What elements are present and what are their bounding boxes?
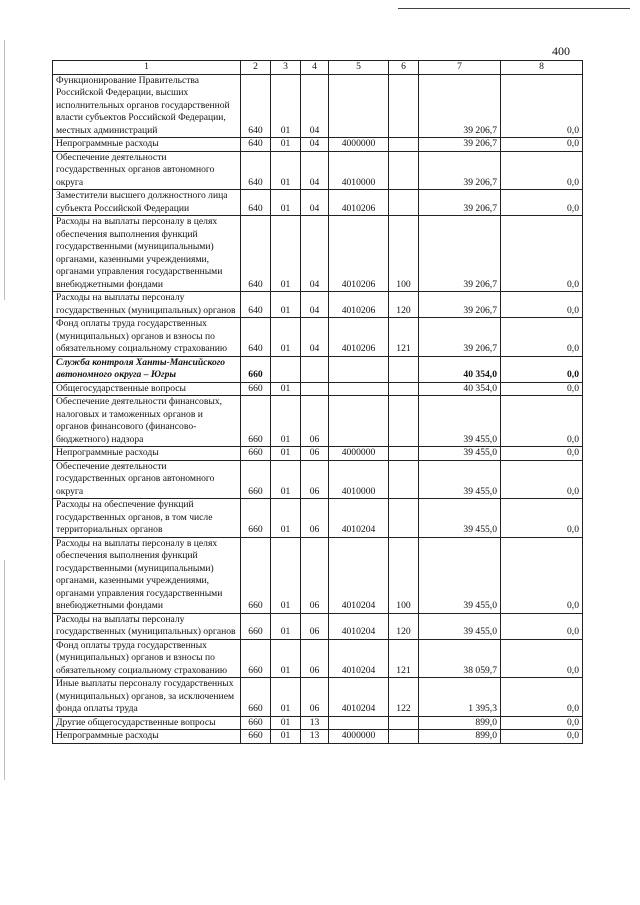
amount-extra: 0,0	[501, 537, 583, 613]
section-code: 01	[271, 730, 301, 744]
amount-extra: 0,0	[501, 318, 583, 357]
row-name: Общегосударственные вопросы	[53, 382, 241, 396]
subsection-code: 06	[301, 537, 329, 613]
admin-code: 640	[241, 151, 271, 190]
section-code: 01	[271, 138, 301, 152]
amount: 1 395,3	[419, 678, 501, 717]
row-name: Фонд оплаты труда государственных (муниципальных) органов и взносы по обязательному социальному страхованию	[53, 639, 241, 678]
row-name: Служба контроля Ханты-Мансийского автономного округа – Югры	[53, 356, 241, 382]
page-number: 400	[552, 44, 570, 58]
amount-extra: 0,0	[501, 190, 583, 216]
expense-type-code: 100	[389, 216, 419, 292]
row-name: Фонд оплаты труда государственных (муниципальных) органов и взносы по обязательному социальному страхованию	[53, 318, 241, 357]
subsection-code: 04	[301, 216, 329, 292]
amount-extra: 0,0	[501, 74, 583, 138]
row-name: Непрограммные расходы	[53, 447, 241, 461]
expense-type-code: 120	[389, 613, 419, 639]
table-row	[53, 318, 583, 357]
expense-type-code	[389, 499, 419, 538]
row-name: Непрограммные расходы	[53, 730, 241, 744]
row-name: Иные выплаты персоналу государственных (муниципальных) органов, за исключением фонда оплаты труда	[53, 678, 241, 717]
target-item-code: 4010204	[329, 537, 389, 613]
amount-extra: 0,0	[501, 678, 583, 717]
amount-extra: 0,0	[501, 151, 583, 190]
amount: 39 206,7	[419, 138, 501, 152]
section-code: 01	[271, 216, 301, 292]
target-item-code	[329, 716, 389, 730]
target-item-code: 4000000	[329, 447, 389, 461]
amount: 39 455,0	[419, 613, 501, 639]
column-number: 1	[53, 61, 241, 75]
section-code: 01	[271, 537, 301, 613]
scan-edge-mark	[4, 560, 5, 780]
expense-type-code: 120	[389, 292, 419, 318]
admin-code: 640	[241, 318, 271, 357]
section-code: 01	[271, 460, 301, 499]
row-name: Расходы на выплаты персоналу в целях обеспечения выполнения функций государственными (муниципальными) органами, казенными учреждениями, органами управления государственными внебюджетными фондами	[53, 537, 241, 613]
subsection-code: 06	[301, 396, 329, 447]
section-code: 01	[271, 396, 301, 447]
expense-type-code	[389, 74, 419, 138]
subsection-code: 06	[301, 460, 329, 499]
section-code: 01	[271, 151, 301, 190]
table-row	[53, 74, 583, 138]
subsection-code: 04	[301, 151, 329, 190]
amount-extra: 0,0	[501, 460, 583, 499]
expense-type-code: 100	[389, 537, 419, 613]
table-row	[53, 396, 583, 447]
expense-type-code	[389, 356, 419, 382]
target-item-code	[329, 382, 389, 396]
column-number: 3	[271, 61, 301, 75]
target-item-code: 4010206	[329, 318, 389, 357]
row-name: Расходы на выплаты персоналу государственных (муниципальных) органов	[53, 613, 241, 639]
admin-code: 660	[241, 613, 271, 639]
table-row	[53, 382, 583, 396]
admin-code: 660	[241, 537, 271, 613]
table-row	[53, 356, 583, 382]
amount-extra: 0,0	[501, 499, 583, 538]
amount: 39 206,7	[419, 216, 501, 292]
table-row	[53, 216, 583, 292]
subsection-code: 13	[301, 730, 329, 744]
amount: 39 206,7	[419, 151, 501, 190]
admin-code: 660	[241, 730, 271, 744]
subsection-code: 13	[301, 716, 329, 730]
table-row	[53, 151, 583, 190]
row-name: Функционирование Правительства Российской Федерации, высших исполнительных органов государственной власти субъектов Российской Федерации, местных администраций	[53, 74, 241, 138]
admin-code: 640	[241, 138, 271, 152]
scan-edge-mark	[4, 40, 5, 300]
column-number: 6	[389, 61, 419, 75]
column-number-row	[53, 61, 583, 75]
table-row	[53, 499, 583, 538]
row-name: Расходы на выплаты персоналу государственных (муниципальных) органов	[53, 292, 241, 318]
target-item-code: 4010206	[329, 190, 389, 216]
amount: 899,0	[419, 730, 501, 744]
table-row	[53, 716, 583, 730]
amount: 39 206,7	[419, 74, 501, 138]
table-row	[53, 138, 583, 152]
amount: 39 206,7	[419, 318, 501, 357]
amount: 39 455,0	[419, 499, 501, 538]
subsection-code	[301, 382, 329, 396]
subsection-code: 04	[301, 74, 329, 138]
amount-extra: 0,0	[501, 138, 583, 152]
subsection-code: 06	[301, 613, 329, 639]
expense-type-code	[389, 396, 419, 447]
admin-code: 660	[241, 716, 271, 730]
table-row	[53, 190, 583, 216]
table-row	[53, 730, 583, 744]
section-code: 01	[271, 318, 301, 357]
amount-extra: 0,0	[501, 447, 583, 461]
table-row	[53, 639, 583, 678]
subsection-code: 06	[301, 499, 329, 538]
subsection-code: 06	[301, 447, 329, 461]
amount: 39 206,7	[419, 190, 501, 216]
target-item-code: 4010204	[329, 499, 389, 538]
section-code: 01	[271, 190, 301, 216]
expense-type-code: 122	[389, 678, 419, 717]
admin-code: 640	[241, 74, 271, 138]
amount-extra: 0,0	[501, 613, 583, 639]
subsection-code: 06	[301, 678, 329, 717]
expense-type-code	[389, 716, 419, 730]
target-item-code: 4010204	[329, 613, 389, 639]
section-code	[271, 356, 301, 382]
column-number: 2	[241, 61, 271, 75]
section-code: 01	[271, 292, 301, 318]
section-code: 01	[271, 499, 301, 538]
row-name: Расходы на обеспечение функций государственных органов, в том числе территориальных органов	[53, 499, 241, 538]
admin-code: 640	[241, 190, 271, 216]
table-row	[53, 678, 583, 717]
target-item-code: 4010000	[329, 151, 389, 190]
budget-table	[52, 60, 583, 744]
column-number: 7	[419, 61, 501, 75]
target-item-code: 4010206	[329, 292, 389, 318]
subsection-code: 04	[301, 318, 329, 357]
amount-extra: 0,0	[501, 716, 583, 730]
amount: 38 059,7	[419, 639, 501, 678]
amount-extra: 0,0	[501, 216, 583, 292]
row-name: Заместители высшего должностного лица субъекта Российской Федерации	[53, 190, 241, 216]
row-name: Обеспечение деятельности государственных органов автономного округа	[53, 460, 241, 499]
amount: 39 455,0	[419, 447, 501, 461]
amount-extra: 0,0	[501, 356, 583, 382]
admin-code: 660	[241, 639, 271, 678]
section-code: 01	[271, 74, 301, 138]
section-code: 01	[271, 382, 301, 396]
admin-code: 660	[241, 678, 271, 717]
section-code: 01	[271, 639, 301, 678]
target-item-code	[329, 396, 389, 447]
target-item-code: 4010204	[329, 678, 389, 717]
amount-extra: 0,0	[501, 292, 583, 318]
subsection-code: 04	[301, 292, 329, 318]
expense-type-code	[389, 190, 419, 216]
target-item-code: 4000000	[329, 138, 389, 152]
expense-type-code	[389, 138, 419, 152]
table-row	[53, 460, 583, 499]
top-rule	[398, 8, 630, 9]
target-item-code: 4010000	[329, 460, 389, 499]
amount: 899,0	[419, 716, 501, 730]
table-row	[53, 613, 583, 639]
expense-type-code	[389, 730, 419, 744]
admin-code: 660	[241, 460, 271, 499]
column-number: 4	[301, 61, 329, 75]
admin-code: 660	[241, 447, 271, 461]
row-name: Обеспечение деятельности государственных органов автономного округа	[53, 151, 241, 190]
amount-extra: 0,0	[501, 639, 583, 678]
section-code: 01	[271, 678, 301, 717]
section-code: 01	[271, 613, 301, 639]
row-name: Расходы на выплаты персоналу в целях обеспечения выполнения функций государственными (муниципальными) органами, казенными учреждениями, органами управления государственными внебюджетными фондами	[53, 216, 241, 292]
admin-code: 660	[241, 356, 271, 382]
target-item-code	[329, 74, 389, 138]
expense-type-code: 121	[389, 318, 419, 357]
target-item-code: 4010204	[329, 639, 389, 678]
amount: 39 455,0	[419, 396, 501, 447]
admin-code: 660	[241, 499, 271, 538]
amount-extra: 0,0	[501, 396, 583, 447]
subsection-code: 06	[301, 639, 329, 678]
amount: 39 455,0	[419, 537, 501, 613]
expense-type-code	[389, 382, 419, 396]
admin-code: 660	[241, 382, 271, 396]
target-item-code: 4010206	[329, 216, 389, 292]
section-code: 01	[271, 447, 301, 461]
section-code: 01	[271, 716, 301, 730]
table-row	[53, 537, 583, 613]
amount: 40 354,0	[419, 382, 501, 396]
admin-code: 640	[241, 292, 271, 318]
expense-type-code	[389, 460, 419, 499]
amount: 39 206,7	[419, 292, 501, 318]
admin-code: 660	[241, 396, 271, 447]
row-name: Обеспечение деятельности финансовых, налоговых и таможенных органов и органов финансового (финансово-бюджетного) надзора	[53, 396, 241, 447]
expense-type-code	[389, 447, 419, 461]
row-name: Другие общегосударственные вопросы	[53, 716, 241, 730]
table-row	[53, 447, 583, 461]
subsection-code	[301, 356, 329, 382]
admin-code: 640	[241, 216, 271, 292]
table-row	[53, 292, 583, 318]
amount: 39 455,0	[419, 460, 501, 499]
expense-type-code: 121	[389, 639, 419, 678]
subsection-code: 04	[301, 190, 329, 216]
column-number: 5	[329, 61, 389, 75]
expense-type-code	[389, 151, 419, 190]
amount-extra: 0,0	[501, 730, 583, 744]
target-item-code: 4000000	[329, 730, 389, 744]
subsection-code: 04	[301, 138, 329, 152]
column-number: 8	[501, 61, 583, 75]
target-item-code	[329, 356, 389, 382]
amount-extra: 0,0	[501, 382, 583, 396]
row-name: Непрограммные расходы	[53, 138, 241, 152]
amount: 40 354,0	[419, 356, 501, 382]
